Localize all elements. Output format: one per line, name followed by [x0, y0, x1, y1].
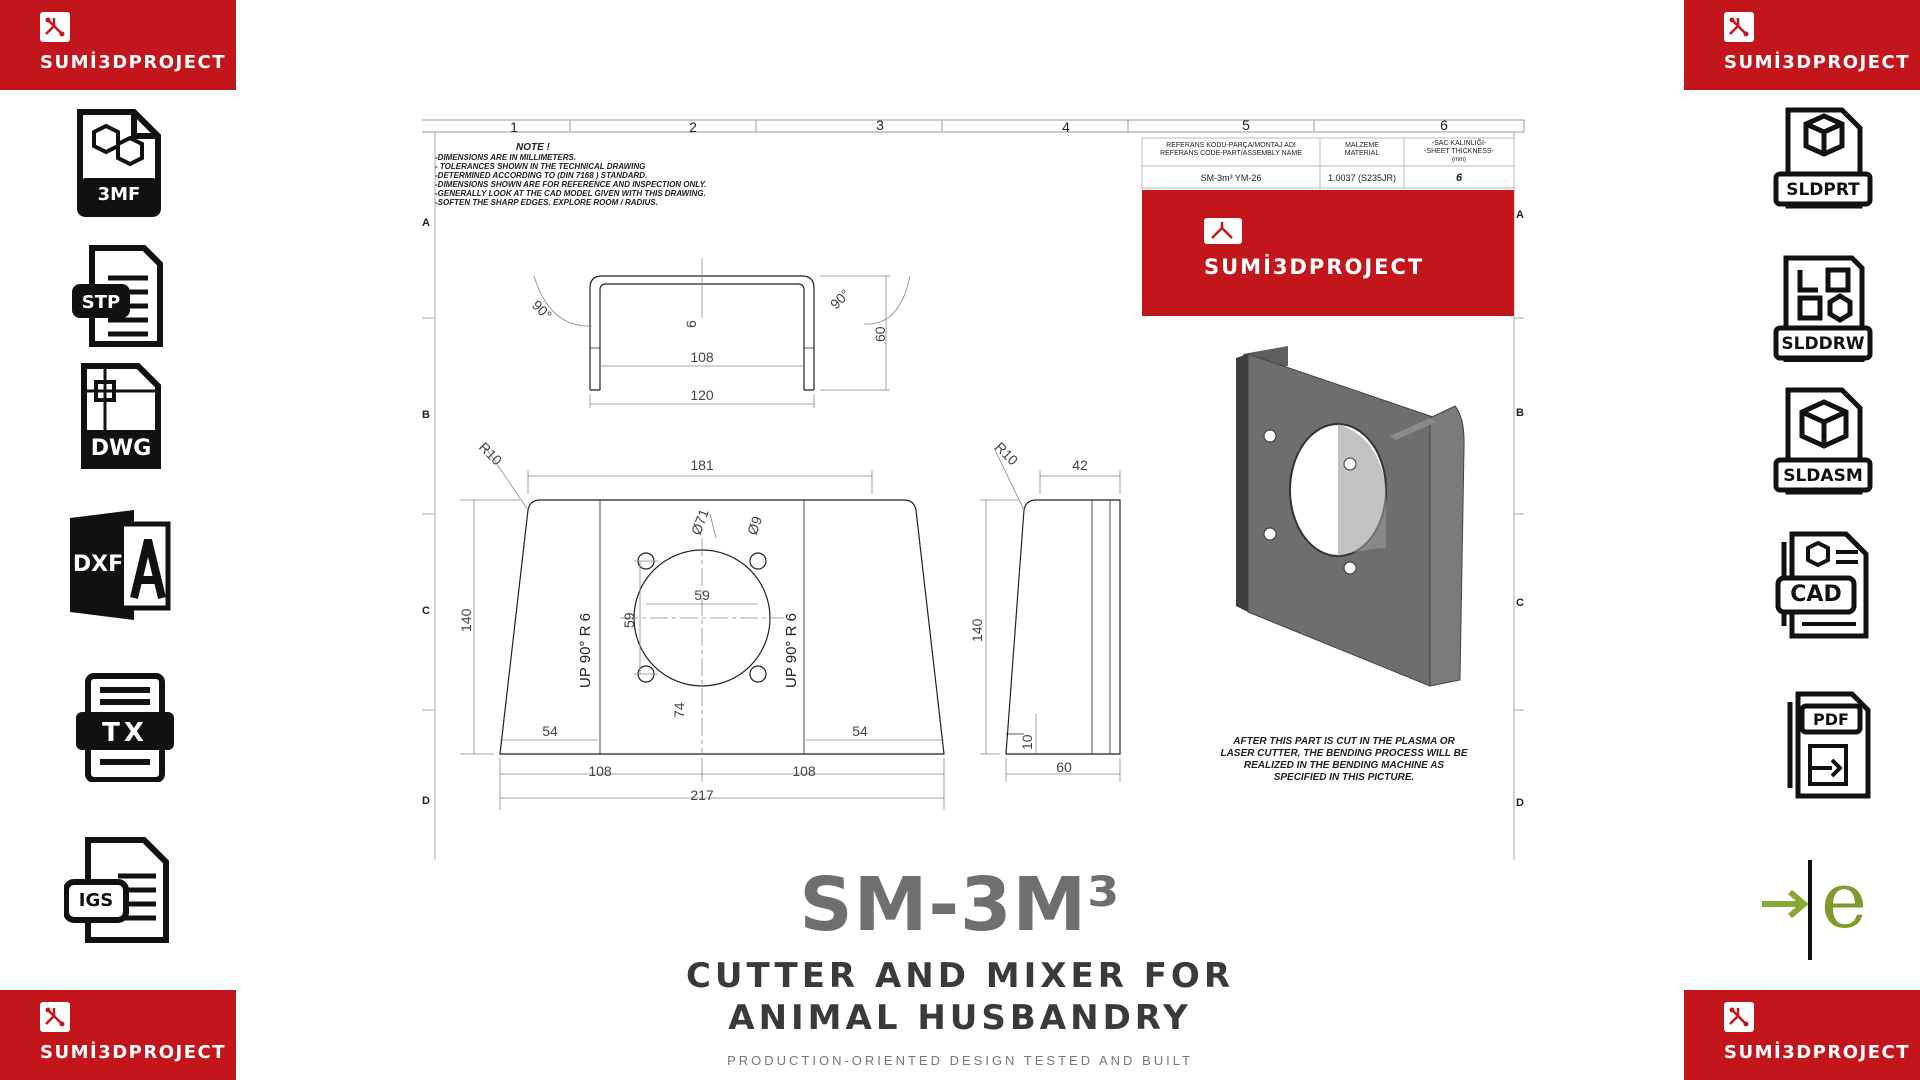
note-line: -GENERALLY LOOK AT THE CAD MODEL GIVEN WITH THIS DRAWING. — [435, 189, 706, 198]
brand-logo-icon — [1724, 12, 1754, 42]
note-line: - TOLERANCES SHOWN IN THE TECHNICAL DRAWING — [435, 162, 646, 171]
front-view — [460, 448, 944, 810]
material-value: 1.0037 (S235JR) — [1327, 173, 1397, 183]
dim-hole-spacing-vertical: 59 — [621, 612, 637, 628]
brand-box-top-left — [0, 0, 236, 90]
dim-hole-offset: 74 — [671, 702, 687, 718]
product-subtitle-line1: CUTTER AND MIXER FOR — [685, 956, 1235, 996]
title-block — [1142, 138, 1514, 188]
brand-logo-icon — [40, 12, 70, 42]
row-label: A — [1516, 209, 1524, 221]
dim-radius: R10 — [475, 438, 506, 469]
dim-half-left: 108 — [588, 763, 612, 779]
process-note-line: REALIZED IN THE BENDING MACHINE AS — [1243, 760, 1445, 771]
note-line: -DIMENSIONS SHOWN ARE FOR REFERENCE AND INSPECTION ONLY. — [435, 180, 707, 189]
title-block-header: REFERANS KODU-PARÇA/MONTAJ ADI — [1166, 142, 1296, 149]
dim-outer-width: 120 — [690, 387, 714, 403]
note-line: -DETERMINED ACCORDING TO (DIN 7168 ) STANDARD. — [435, 171, 648, 180]
brand-name: SUMİ3DPROJECT — [1204, 255, 1425, 279]
column-label: 5 — [1242, 118, 1250, 133]
process-note-line: LASER CUTTER, THE BENDING PROCESS WILL BE — [1220, 748, 1468, 759]
process-note-line: AFTER THIS PART IS CUT IN THE PLASMA OR — [1233, 736, 1455, 747]
reference-code: SM-3m³ YM-26 — [1200, 173, 1262, 183]
dim-hole-spacing-horizontal: 59 — [694, 587, 710, 603]
dim-half-right: 108 — [792, 763, 816, 779]
process-note — [1220, 736, 1467, 783]
3mf-file-icon[interactable]: 3MF — [62, 108, 172, 218]
side-view — [980, 448, 1120, 782]
brand-name: SUMİ3DPROJECT — [1724, 52, 1910, 73]
sldasm-file-icon[interactable]: SLDASM — [1772, 386, 1882, 496]
dim-side-height: 140 — [969, 618, 985, 642]
row-label: A — [422, 217, 430, 229]
column-label: 1 — [510, 119, 518, 135]
dim-bottom-right: 54 — [852, 723, 868, 739]
sldprt-file-icon[interactable]: SLDPRT — [1772, 104, 1882, 214]
drawing-notes — [435, 142, 706, 207]
column-label: 4 — [1062, 119, 1070, 135]
title-block-header: MATERIAL — [1344, 150, 1380, 157]
brand-box-top-right — [1684, 0, 1920, 90]
technical-drawing-sheet — [420, 118, 1526, 860]
brand-name: SUMİ3DPROJECT — [40, 1042, 226, 1063]
column-label: 2 — [689, 119, 697, 135]
cad-file-icon[interactable]: CAD — [1772, 530, 1882, 640]
notes-title: NOTE ! — [516, 142, 550, 153]
stp-file-icon[interactable]: STP — [68, 244, 178, 354]
row-label: D — [1516, 797, 1524, 809]
dim-bottom-left: 54 — [542, 723, 558, 739]
thickness-value: 6 — [1455, 172, 1463, 184]
title-block-header: REFERANS CODE-PART/ASSEMBLY NAME — [1160, 150, 1302, 157]
title-block-header: -SHEET THICKNESS- — [1424, 148, 1494, 155]
column-label: 3 — [876, 118, 884, 133]
dim-top-width: 181 — [690, 457, 714, 473]
dim-side-radius: R10 — [991, 438, 1022, 469]
txt-file-icon[interactable]: TX — [70, 672, 180, 782]
slddrw-file-icon[interactable]: SLDDRW — [1772, 252, 1882, 362]
row-label: B — [422, 409, 430, 421]
note-line: -SOFTEN THE SHARP EDGES. EXPLORE ROOM / RADIUS. — [435, 198, 658, 207]
igs-file-icon[interactable]: IGS — [64, 836, 174, 946]
product-subtitle-line2: ANIMAL HUSBANDRY — [728, 998, 1192, 1038]
row-label: B — [1516, 407, 1524, 419]
dim-small-hole: Ø9 — [743, 513, 766, 538]
title-block-header: MALZEME — [1345, 142, 1379, 149]
dim-inner-width: 108 — [690, 349, 714, 365]
row-label: C — [422, 605, 430, 617]
dim-thickness: 6 — [683, 320, 699, 328]
dim-side-top: 42 — [1072, 457, 1088, 473]
edrawings-icon[interactable]: e — [1762, 856, 1872, 966]
brand-name: SUMİ3DPROJECT — [40, 52, 226, 73]
dim-front-height: 140 — [458, 608, 474, 632]
dim-angle-right: 90° — [826, 285, 854, 313]
dim-large-hole: Ø71 — [687, 506, 712, 538]
dim-side-foot: 10 — [1019, 734, 1035, 750]
note-line: -DIMENSIONS ARE IN MILLIMETERS. — [435, 153, 577, 162]
tagline: PRODUCTION-ORIENTED DESIGN TESTED AND BUILT — [727, 1053, 1193, 1068]
dim-angle-left: 90° — [528, 296, 556, 324]
row-label: C — [1516, 597, 1524, 609]
brand-name: SUMİ3DPROJECT — [1724, 1042, 1910, 1063]
row-label: D — [422, 795, 430, 807]
title-block-header: (mm) — [1452, 157, 1466, 163]
pdf-file-icon[interactable]: PDF — [1772, 690, 1882, 800]
dim-side-bottom: 60 — [1056, 759, 1072, 775]
dwg-file-icon[interactable]: DWG — [62, 362, 172, 472]
dxf-file-icon[interactable]: DXF — [64, 510, 174, 620]
brand-logo-icon — [1204, 218, 1242, 244]
product-title: SM-3M³ — [799, 862, 1121, 948]
dim-height: 60 — [872, 326, 888, 342]
process-note-line: SPECIFIED IN THIS PICTURE. — [1273, 772, 1415, 783]
bend-note-right: UP 90° R 6 — [783, 613, 800, 688]
column-label: 6 — [1440, 118, 1448, 133]
part-3d-render — [1236, 346, 1464, 686]
dim-total-width: 217 — [690, 787, 714, 803]
title-block-header: -SAC KALINLIĞI- — [1431, 140, 1487, 147]
top-view — [534, 258, 910, 408]
bend-note-left: UP 90° R 6 — [577, 613, 594, 688]
drawing-brand-banner — [1142, 190, 1514, 316]
